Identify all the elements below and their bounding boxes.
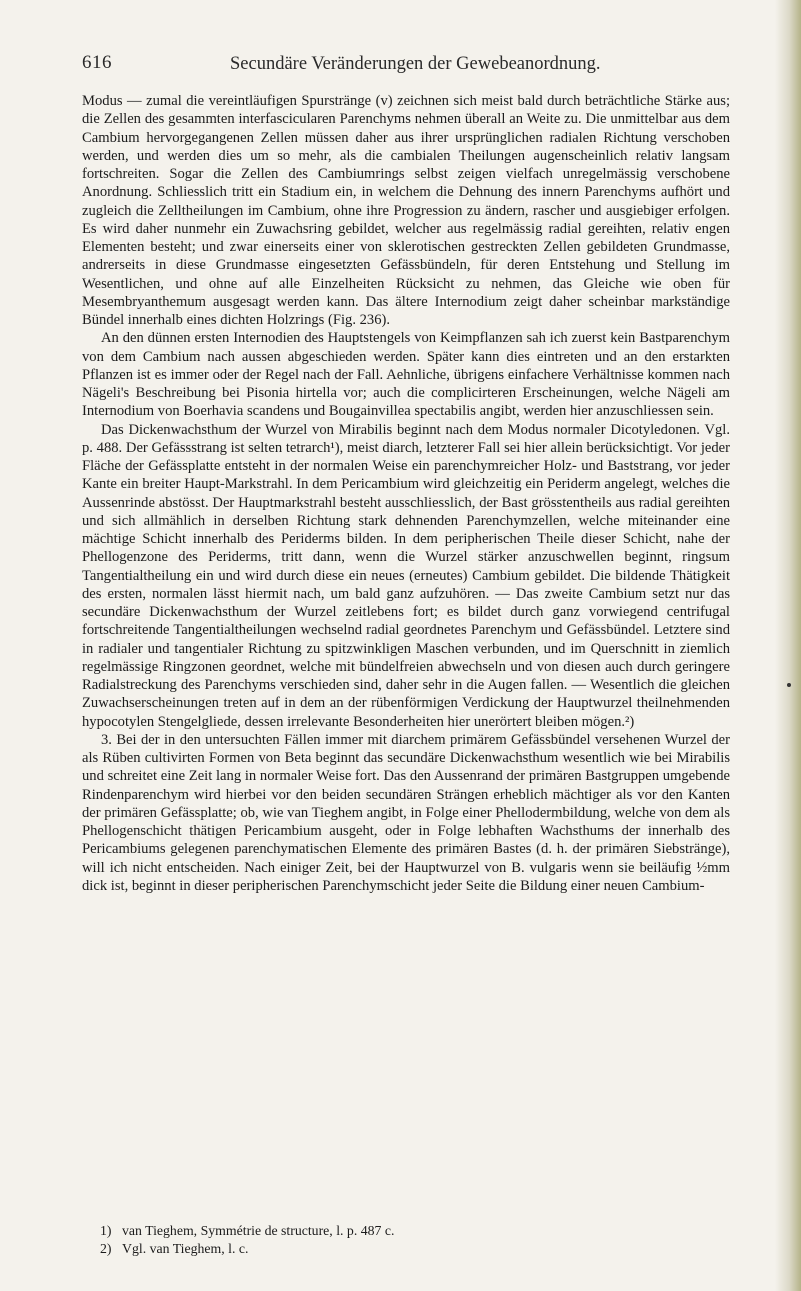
- footnote-text: van Tieghem, Symmétrie de structure, l. p. 487 c.: [122, 1223, 395, 1238]
- page-number: 616: [82, 52, 112, 73]
- paragraph: An den dünnen ersten Internodien des Hauptstengels von Keimpflanzen sah ich zuerst kein Bastparenchym von dem Cambium nach aussen abgeschieden werden. Später kann dies eintreten und an den erstarkten Pflanzen ist es immer oder der Regel nach der Fall. Aehnliche, übrigens einfachere Verhältnisse kommen nach Nägeli's Beschreibung bei Pisonia hirtella vor; auch die complicirteren Erscheinungen, welche Nägeli am Internodium von Boerhavia scandens und Bougainvillea spectabilis angibt, werden hier anzuschliessen sein.: [82, 330, 730, 420]
- footnote-text: Vgl. van Tieghem, l. c.: [122, 1241, 249, 1256]
- paragraph: Das Dickenwachsthum der Wurzel von Mirabilis beginnt nach dem Modus normaler Dicotyledonen. Vgl. p. 488. Der Gefässstrang ist selten tetrarch¹), meist diarch, letzterer Fall sei hier allein berücksichtigt. Vor jeder Fläche der Gefässplatte entsteht in der normalen Weise ein parenchymreicher Holz- und Baststrang, vor jeder Kante ein breiter Haupt-Markstrahl. In dem Pericambium wird gleichzeitig ein Periderm angelegt, welches die Aussenrinde abstösst. Der Hauptmarkstrahl besteht ausschliesslich, der Bast grösstentheils aus radial gereihten und sich allmählich in derselben Richtung stark dehnenden Parenchymzellen, welche miteinander eine mächtige Schicht innerhalb des Periderms bilden. In dem peripherischen Theile dieser Schicht, nahe der Phellogenzone des Periderms, tritt dann, wenn die Wurzel stärker anzuschwellen beginnt, ringsum Tangentialtheilung ein und wird durch diese ein neues (erneutes) Cambium gebildet. Die bildende Thätigkeit des ersten, normalen lässt hiermit nach, um bald ganz aufzuhören. — Das zweite Cambium setzt nur das secundäre Dickenwachsthum der Wurzel zeitlebens fort; es bildet durch ganz vorwiegend centrifugal fortschreitende Tangentialtheilungen wechselnd radial geordnetes Parenchym und Gefässbündel. Letztere sind in radialer und tangentialer Richtung zu spitzwinkligen Maschen verbunden, und im Querschnitt in ziemlich regelmässige Ringzonen geordnet, welche mit bündelfreien abwechseln und von diesen auch durch geringere Radialstreckung des Parenchyms verschieden sind, daher sehr in die Augen fallen. — Wesentlich die gleichen Zuwachserscheinungen treten auf in dem an der rübenförmigen Verdickung der Hauptwurzel theilnehmenden hypocotylen Stengelgliede, dessen irrelevante Besonderheiten hier unerörtert bleiben mögen.²): [82, 421, 730, 730]
- margin-speck: [787, 683, 791, 687]
- page-header: [82, 52, 722, 80]
- page-edge-shadow: [775, 0, 801, 1291]
- footnote: [100, 1222, 720, 1240]
- footnotes: [100, 1222, 720, 1258]
- footnote: [100, 1240, 720, 1258]
- footnote-number: 2): [100, 1241, 112, 1256]
- footnote-number: 1): [100, 1223, 112, 1238]
- body-text: [82, 92, 730, 895]
- paragraph: Modus — zumal die vereintläufigen Spurstränge (v) zeichnen sich meist bald durch beträchtliche Stärke aus; die Zellen des gesammten interfascicularen Parenchyms nehmen überall an Weite zu. Die unmittelbar aus dem Cambium hervorgegangenen Zellen müssen daher aus ihrer ursprünglichen radialen Richtung verschoben werden, und werden dies um so mehr, als die cambialen Theilungen augenscheinlich relativ langsam fortschreiten. Sogar die Zellen des Cambiumrings selbst zeigen vielfach unregelmässig verschobene Anordnung. Schliesslich tritt ein Stadium ein, in welchem die Dehnung des innern Parenchyms aufhört und zugleich die Zelltheilungen im Cambium, ohne ihre Progression zu ändern, rascher und ausgiebiger erfolgen. Es wird daher nunmehr ein Zuwachsring gebildet, welcher aus regelmässig radial gereihten, relativ engen Elementen besteht; und zwar einerseits einer von sklerotischen gestreckten Zellen gebildeten Grundmasse, andrerseits in diese Grundmasse eingesetzten Gefässbündeln, für deren Entstehung und Stellung im Wesentlichen, und ohne auf alle Einzelheiten Rücksicht zu nehmen, das Gleiche wie oben für Mesembryanthemum ausgesagt werden kann. Das ältere Internodium zeigt daher scheinbar markständige Bündel innerhalb eines dichten Holzrings (Fig. 236).: [82, 93, 730, 328]
- running-title: Secundäre Veränderungen der Gewebeanordnung.: [230, 54, 601, 74]
- paragraph: 3. Bei der in den untersuchten Fällen immer mit diarchem primärem Gefässbündel versehenen Wurzel der als Rüben cultivirten Formen von Beta beginnt das secundäre Dickenwachsthum wesentlich wie bei Mirabilis und schreitet eine Zeit lang in normaler Weise fort. Das den Aussenrand der primären Bastgruppen umgebende Rindenparenchym wird hierbei vor den beiden secundären Strängen erheblich mächtiger als vor den Kanten der primären Gefässplatte; ob, wie van Tieghem angibt, in Folge einer Phellodermbildung, welche von dem als Phellogenschicht thätigen Pericambium ausgeht, oder in Folge lebhaften Wachsthums der innerhalb des Pericambiums gelegenen parenchymatischen Elemente des primären Bastes (d. h. der primären Siebstränge), will ich nicht entscheiden. Nach einiger Zeit, bei der Hauptwurzel von B. vulgaris wenn sie beiläufig ½mm dick ist, beginnt in dieser peripherischen Parenchymschicht jeder Seite die Bildung einer neuen Cambium-: [82, 731, 730, 894]
